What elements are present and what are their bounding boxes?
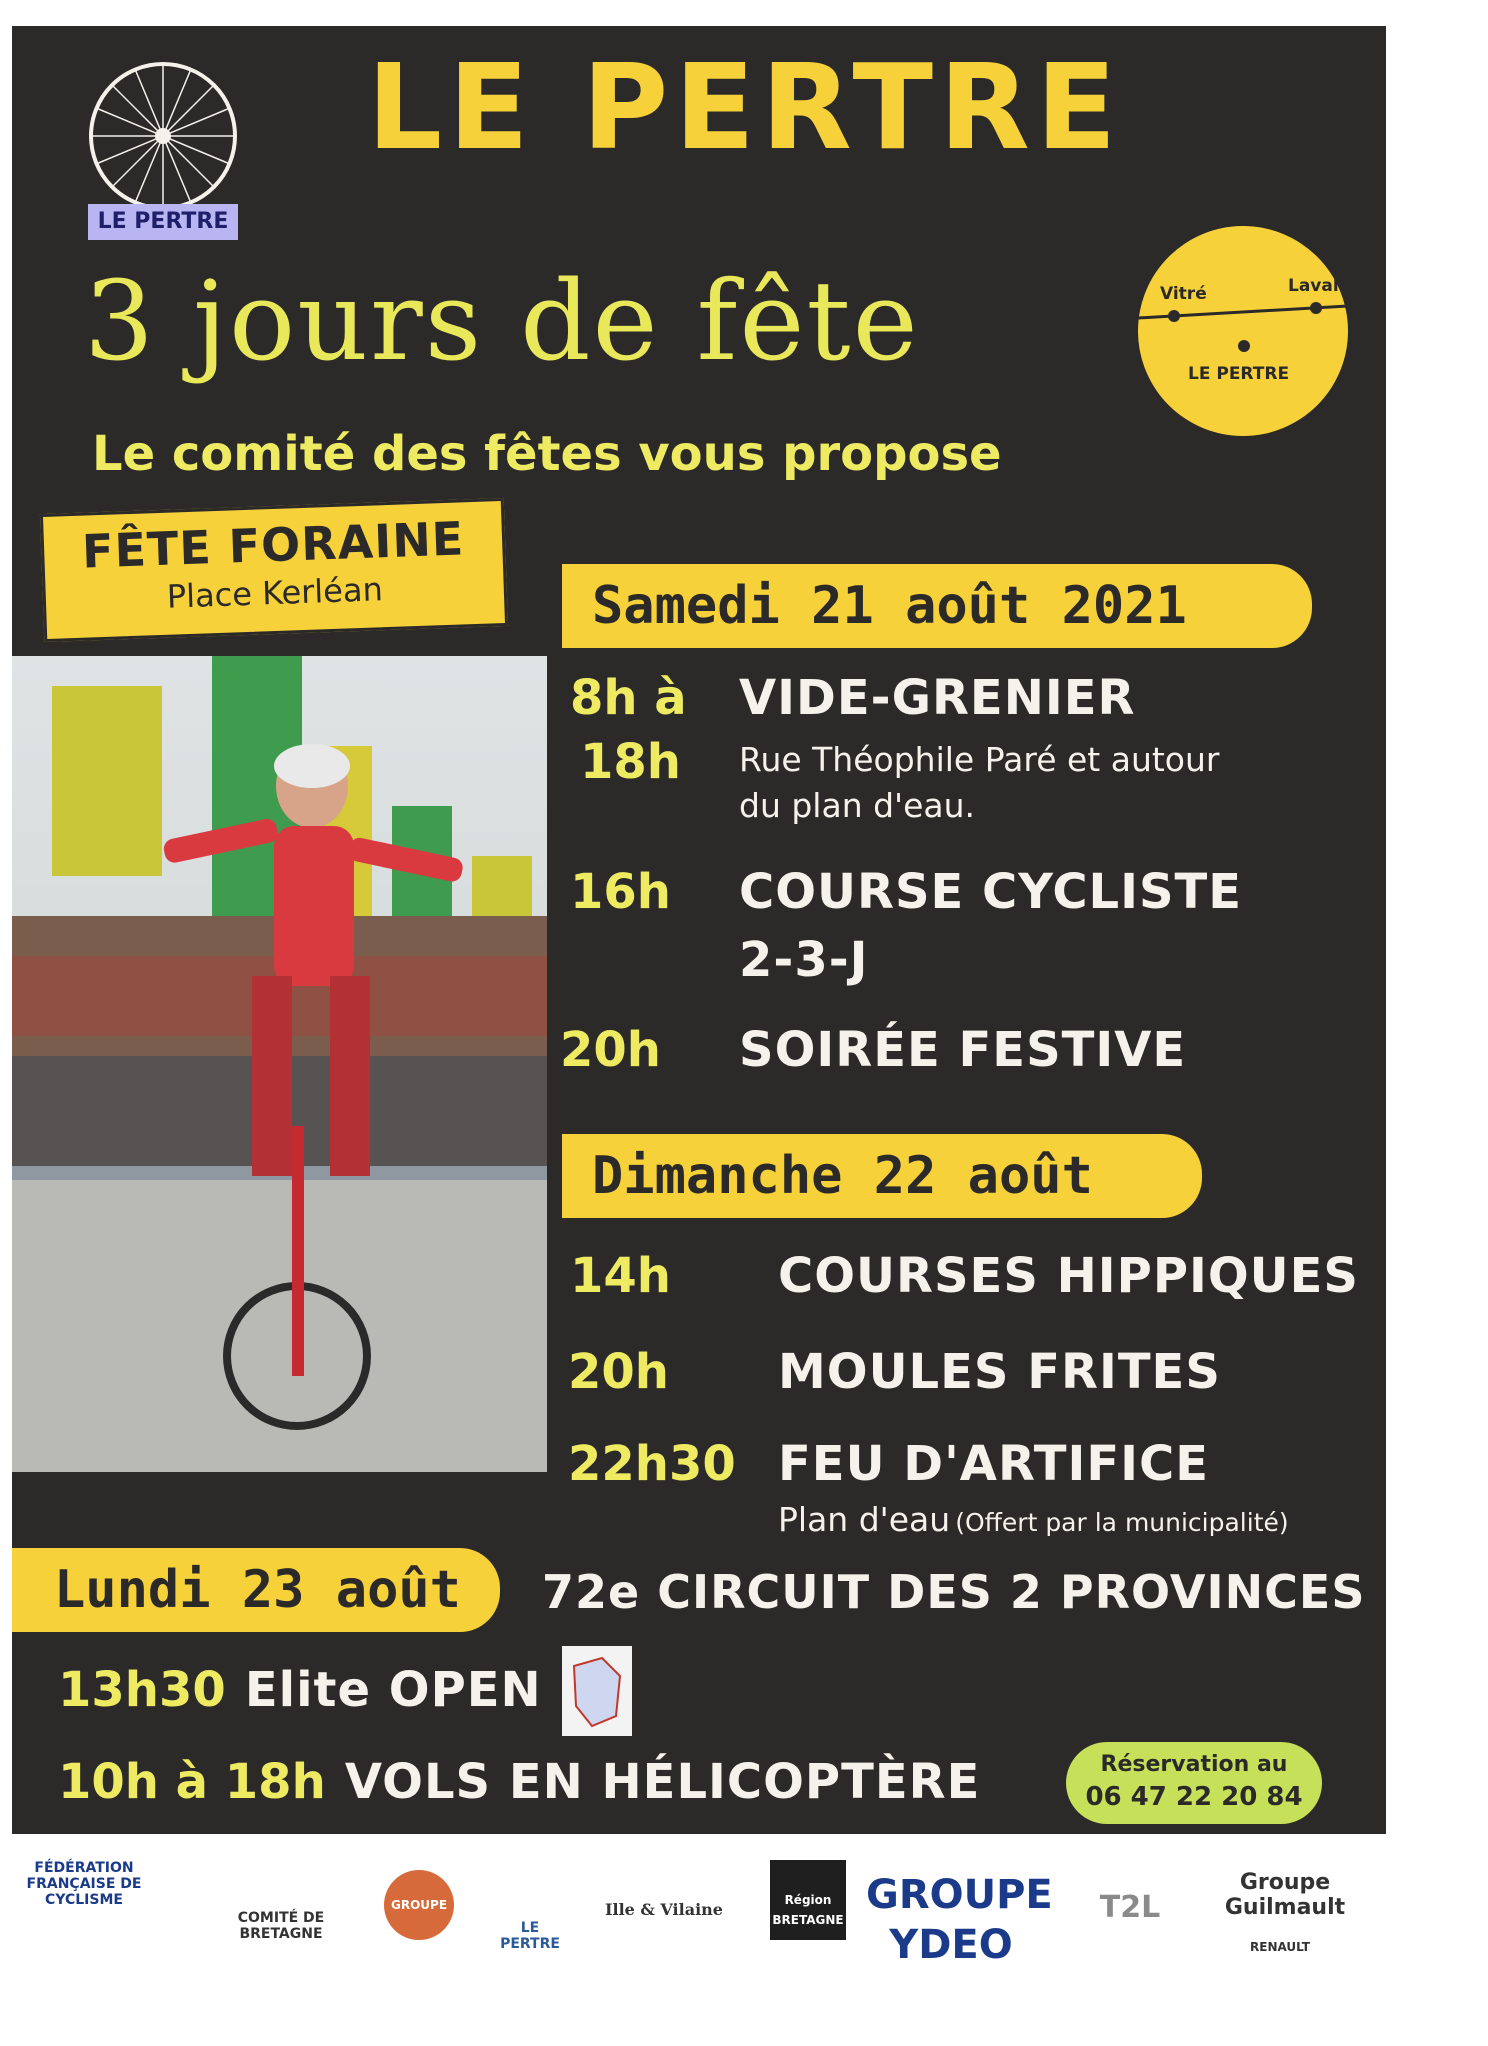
sponsor-guilmault: Groupe Guilmault [1224,1870,1346,1920]
fete-foraine-place: Place Kerléan [166,570,384,616]
sponsor-region-bretagne: Région BRETAGNE [770,1860,846,1940]
sponsor-ydeo: GROUPE YDEO [866,1872,1053,1968]
sponsor-ffc: FÉDÉRATION FRANÇAISE DE CYCLISME [26,1860,142,1908]
sun-event-3: FEU D'ARTIFICE [778,1436,1210,1492]
cyclist-photo [12,656,547,1472]
map-city-right: Laval [1288,276,1339,296]
fete-foraine-title: FÊTE FORAINE [81,511,466,579]
map-route-icon [1138,226,1348,436]
france-map-icon [562,1646,632,1736]
reservation-label: Réservation au [1100,1752,1288,1777]
sat-time-1: 8h à [570,670,687,726]
sun-event-3-detail-row [778,1498,1289,1542]
intro-text: Le comité des fêtes vous propose [92,426,1002,482]
mon-time-2: 10h à 18h [58,1754,326,1810]
sat-event-2: COURSE CYCLISTE [739,864,1243,920]
sponsor-le-pertre: LE PERTRE [500,1920,560,1952]
map-city-left: Vitré [1160,284,1207,304]
sat-event-3: SOIRÉE FESTIVE [739,1022,1187,1078]
sat-time-3: 20h [560,1022,661,1078]
sponsor-t2l: T2L [1099,1890,1161,1925]
sponsor-bar [0,1840,1488,2030]
elite-open-badge [562,1646,632,1736]
sponsor-ille-vilaine: Ille & Vilaine [605,1900,723,1919]
sun-time-1: 14h [570,1248,671,1304]
logo-badge: LE PERTRE [88,204,238,240]
saturday-banner: Samedi 21 août 2021 [562,564,1312,648]
mon-event-2: VOLS EN HÉLICOPTÈRE [344,1754,981,1810]
sun-time-2: 20h [568,1344,669,1400]
sun-event-3-detail: Plan d'eau [778,1500,951,1539]
sun-time-3: 22h30 [568,1436,736,1492]
fete-foraine-box [40,498,508,642]
poster [12,26,1386,1834]
bicycle-wheel-icon [68,44,258,214]
mon-time-1: 13h30 [58,1662,226,1718]
sun-event-3-note: (Offert par la municipalité) [955,1508,1289,1537]
monday-headline: 72e CIRCUIT DES 2 PROVINCES [542,1565,1366,1619]
map-town: LE PERTRE [1188,364,1290,384]
sun-event-2: MOULES FRITES [778,1344,1221,1400]
sat-time-2: 16h [570,864,671,920]
mon-event-1: Elite OPEN [244,1662,542,1718]
sat-event-1: VIDE-GRENIER [739,670,1136,726]
reservation-pill [1066,1742,1322,1824]
reservation-phone: 06 47 22 20 84 [1085,1782,1303,1812]
sat-event-1-detail: Rue Théophile Paré et autour [739,740,1220,779]
location-map [1138,226,1348,436]
subtitle: 3 jours de fête [84,257,920,385]
sponsor-groupe-pigeon: GROUPE PIGEON [384,1870,454,1940]
sat-event-2b: 2-3-J [739,932,869,988]
sun-event-1: COURSES HIPPIQUES [778,1248,1359,1304]
mon-event-2-row [58,1752,980,1812]
sat-event-1-detail2: du plan d'eau. [739,786,976,825]
sunday-banner: Dimanche 22 août [562,1134,1202,1218]
circuit-logo [68,44,258,244]
sponsor-renault: RENAULT [1250,1940,1310,1954]
monday-banner: Lundi 23 août [12,1548,500,1632]
sat-time-1b: 18h [580,734,681,790]
page-title: LE PERTRE [367,38,1123,176]
sponsor-comite-bretagne: COMITÉ DE BRETAGNE [237,1910,325,1942]
mon-event-1-row [58,1660,542,1720]
